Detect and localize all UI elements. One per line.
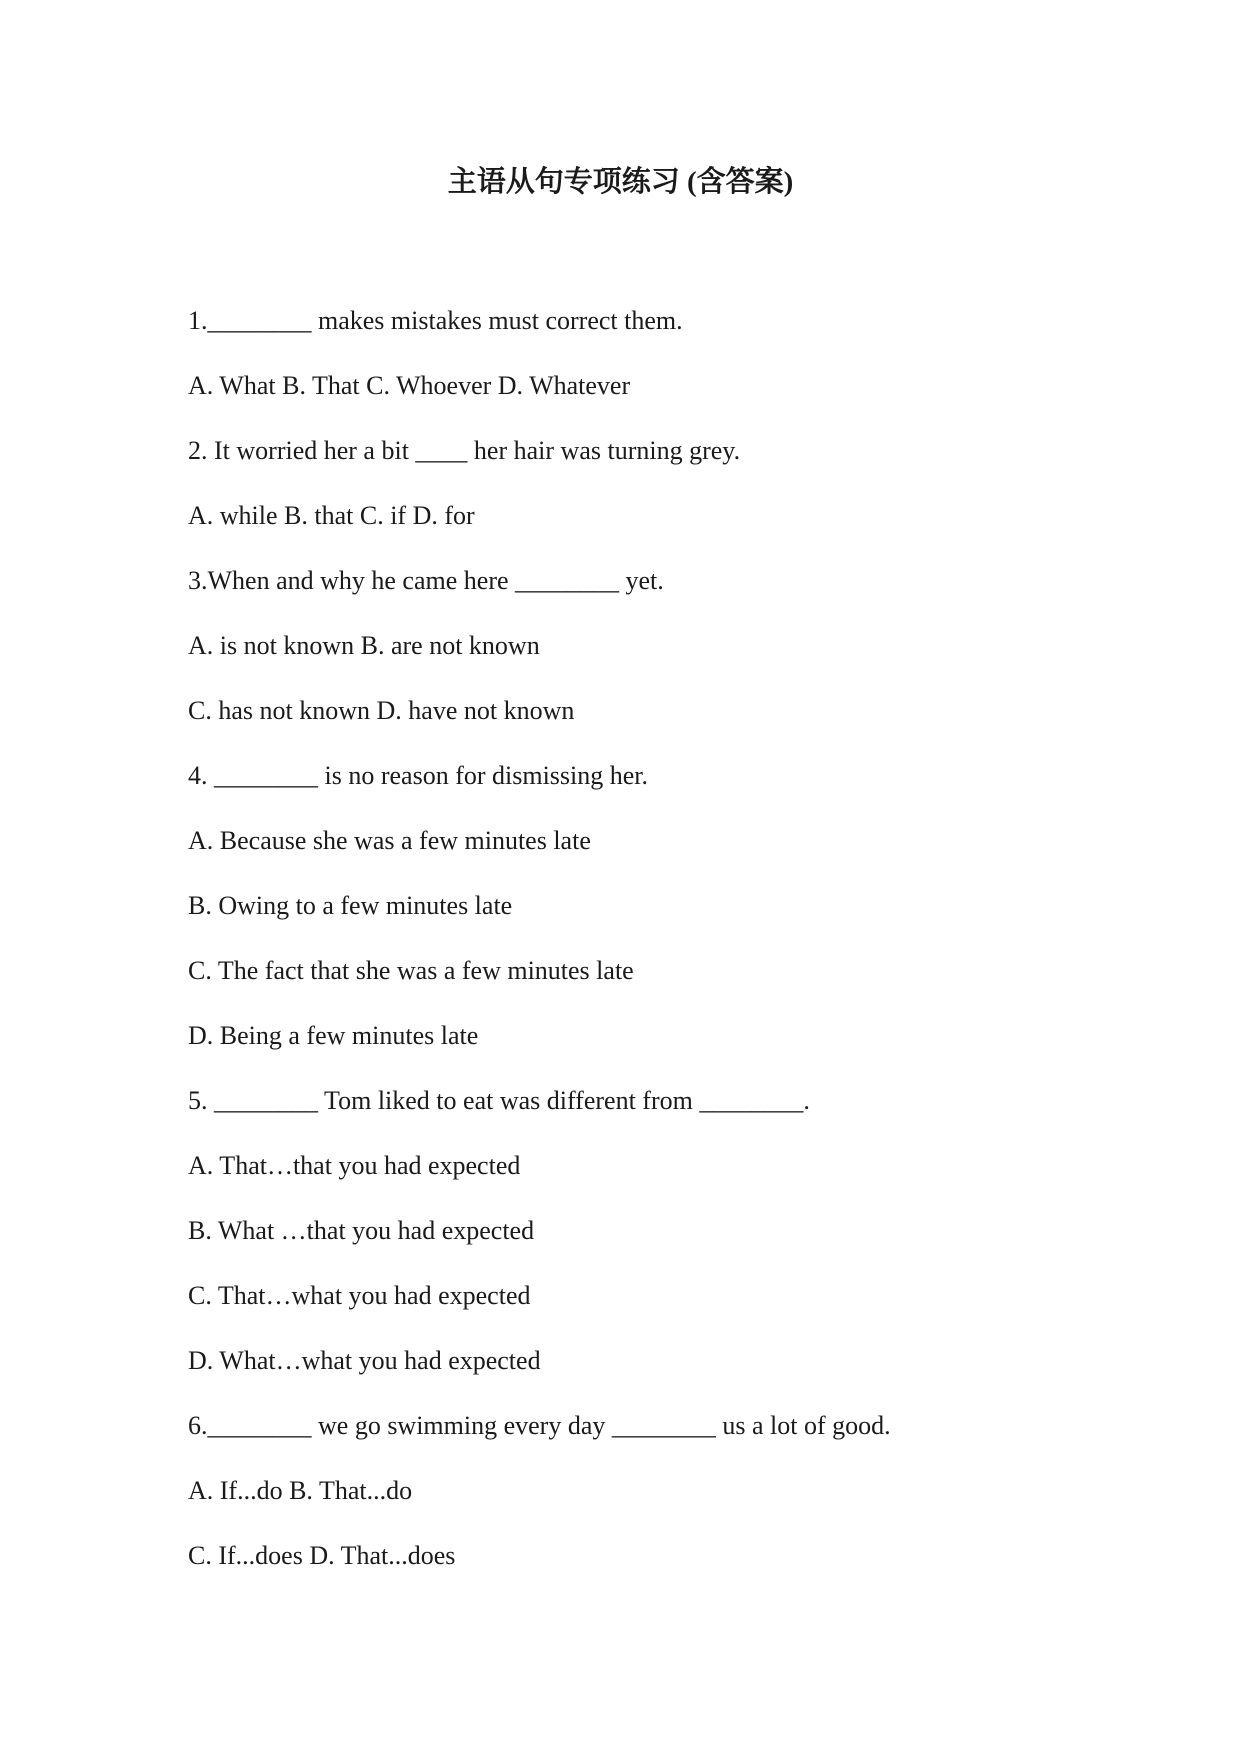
document-title: 主语从句专项练习 (含答案) <box>447 166 794 198</box>
question-1-stem: 1.________ makes mistakes must correct them. <box>188 306 683 335</box>
question-5-option-d: D. What…what you had expected <box>188 1346 541 1375</box>
question-5-option-a: A. That…that you had expected <box>188 1151 521 1180</box>
question-4-option-a: A. Because she was a few minutes late <box>188 826 591 855</box>
question-5-option-b: B. What …that you had expected <box>188 1216 535 1245</box>
question-2-options: A. while B. that C. if D. for <box>188 501 475 530</box>
question-6-options-ab: A. If...do B. That...do <box>188 1476 413 1505</box>
question-2-stem: 2. It worried her a bit ____ her hair was turning grey. <box>188 436 741 465</box>
question-3-options-cd: C. has not known D. have not known <box>188 696 575 725</box>
question-4-option-d: D. Being a few minutes late <box>188 1021 479 1050</box>
question-4-option-c: C. The fact that she was a few minutes late <box>188 956 634 985</box>
question-3-options-ab: A. is not known B. are not known <box>188 631 540 660</box>
question-6-options-cd: C. If...does D. That...does <box>188 1541 456 1570</box>
question-4-option-b: B. Owing to a few minutes late <box>188 891 513 920</box>
question-5-stem: 5. ________ Tom liked to eat was different from ________. <box>188 1086 810 1115</box>
question-1-options: A. What B. That C. Whoever D. Whatever <box>188 371 631 400</box>
question-3-stem: 3.When and why he came here ________ yet. <box>188 566 664 595</box>
question-4-stem: 4. ________ is no reason for dismissing her. <box>188 761 649 790</box>
question-6-stem: 6.________ we go swimming every day ________ us a lot of good. <box>188 1411 891 1440</box>
exercise-list <box>188 288 1148 1588</box>
question-5-option-c: C. That…what you had expected <box>188 1281 531 1310</box>
